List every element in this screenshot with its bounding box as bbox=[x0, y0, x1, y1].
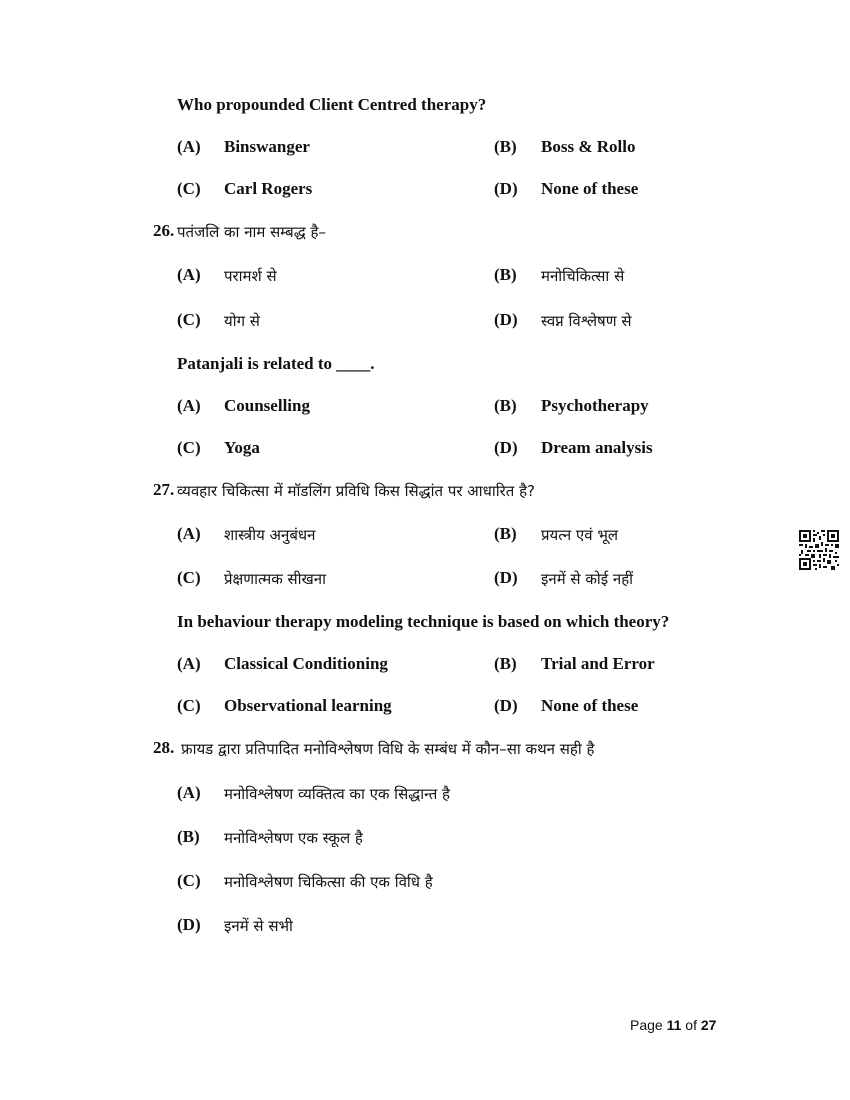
q26-en-option-d-text: Dream analysis bbox=[541, 438, 653, 457]
q26-hi-option-b-text: मनोचिकित्सा से bbox=[541, 267, 625, 285]
q26-number: 26. bbox=[153, 221, 175, 240]
q26-hi-option-d-text: स्वप्न विश्लेषण से bbox=[541, 312, 632, 330]
qr-code-icon bbox=[799, 530, 839, 570]
q26-hi-option-d-label: (D) bbox=[494, 310, 518, 329]
page-total: 27 bbox=[700, 1017, 717, 1033]
q25-en-option-d-label: (D) bbox=[494, 179, 518, 198]
q28-hi-option-c-label: (C) bbox=[177, 871, 201, 890]
q25-en-option-a-text: Binswanger bbox=[224, 137, 310, 156]
q26-hi-option-c-text: योग से bbox=[224, 312, 260, 330]
q27-hi-option-d-label: (D) bbox=[494, 568, 518, 587]
q28-hi-option-a-label: (A) bbox=[177, 783, 201, 802]
q26-hi-option-c-label: (C) bbox=[177, 310, 201, 329]
q27-en-option-d-text: None of these bbox=[541, 696, 639, 715]
q28-hi-option-b-text: मनोविश्लेषण एक स्कूल है bbox=[224, 829, 363, 847]
q27-hi-option-c-text: प्रेक्षणात्मक सीखना bbox=[224, 570, 326, 588]
q25-en-option-c-text: Carl Rogers bbox=[224, 179, 313, 198]
q26-hi-question: पतंजलि का नाम सम्बद्ध है– bbox=[177, 223, 326, 241]
q26-en-option-c-text: Yoga bbox=[224, 438, 260, 457]
q27-hi-option-b-text: प्रयत्न एवं भूल bbox=[541, 526, 619, 544]
q26-hi-option-a-label: (A) bbox=[177, 265, 201, 284]
q25-en-option-b-label: (B) bbox=[494, 137, 517, 156]
q27-en-option-c-text: Observational learning bbox=[224, 696, 392, 715]
q26-en-question: Patanjali is related to ____. bbox=[177, 354, 375, 373]
q27-hi-option-b-label: (B) bbox=[494, 524, 517, 543]
q26-hi-option-a-text: परामर्श से bbox=[224, 267, 277, 285]
q27-en-option-c-label: (C) bbox=[177, 696, 201, 715]
q28-hi-option-a-text: मनोविश्लेषण व्यक्तित्व का एक सिद्धान्त है bbox=[224, 785, 450, 803]
q25-en-question: Who propounded Client Centred therapy? bbox=[177, 95, 487, 114]
q27-hi-option-a-label: (A) bbox=[177, 524, 201, 543]
q26-en-option-b-text: Psychotherapy bbox=[541, 396, 649, 415]
q28-hi-option-b-label: (B) bbox=[177, 827, 200, 846]
q27-hi-option-a-text: शास्त्रीय अनुबंधन bbox=[224, 526, 316, 544]
q27-hi-option-d-text: इनमें से कोई नहीं bbox=[541, 570, 634, 588]
q28-hi-option-d-text: इनमें से सभी bbox=[224, 917, 293, 935]
q26-en-option-a-text: Counselling bbox=[224, 396, 310, 415]
q25-en-option-b-text: Boss & Rollo bbox=[541, 137, 636, 156]
q28-hi-question: फ्रायड द्वारा प्रतिपादित मनोविश्लेषण विधि के सम्बंध में कौन–सा कथन सही है bbox=[181, 740, 595, 758]
q27-en-question: In behaviour therapy modeling technique is based on which theory? bbox=[177, 612, 670, 631]
q27-hi-option-c-label: (C) bbox=[177, 568, 201, 587]
q27-number: 27. bbox=[153, 480, 175, 499]
q28-hi-option-c-text: मनोविश्लेषण चिकित्सा की एक विधि है bbox=[224, 873, 433, 891]
page-word: Page bbox=[630, 1017, 663, 1033]
q25-en-option-d-text: None of these bbox=[541, 179, 639, 198]
page-current: 11 bbox=[666, 1017, 682, 1033]
q28-hi-option-d-label: (D) bbox=[177, 915, 201, 934]
q26-en-option-c-label: (C) bbox=[177, 438, 201, 457]
q27-en-option-b-text: Trial and Error bbox=[541, 654, 655, 673]
q25-en-option-c-label: (C) bbox=[177, 179, 201, 198]
q27-en-option-d-label: (D) bbox=[494, 696, 518, 715]
q26-en-option-a-label: (A) bbox=[177, 396, 201, 415]
q28-number: 28. bbox=[153, 738, 175, 757]
page-of-word: of bbox=[685, 1017, 697, 1033]
q27-hi-question: व्यवहार चिकित्सा में मॉडलिंग प्रविधि किस सिद्धांत पर आधारित है? bbox=[177, 482, 536, 500]
q27-en-option-a-text: Classical Conditioning bbox=[224, 654, 388, 673]
q27-en-option-a-label: (A) bbox=[177, 654, 201, 673]
q25-en-option-a-label: (A) bbox=[177, 137, 201, 156]
q26-en-option-b-label: (B) bbox=[494, 396, 517, 415]
q27-en-option-b-label: (B) bbox=[494, 654, 517, 673]
q26-hi-option-b-label: (B) bbox=[494, 265, 517, 284]
q26-en-option-d-label: (D) bbox=[494, 438, 518, 457]
page-number bbox=[630, 1017, 716, 1033]
